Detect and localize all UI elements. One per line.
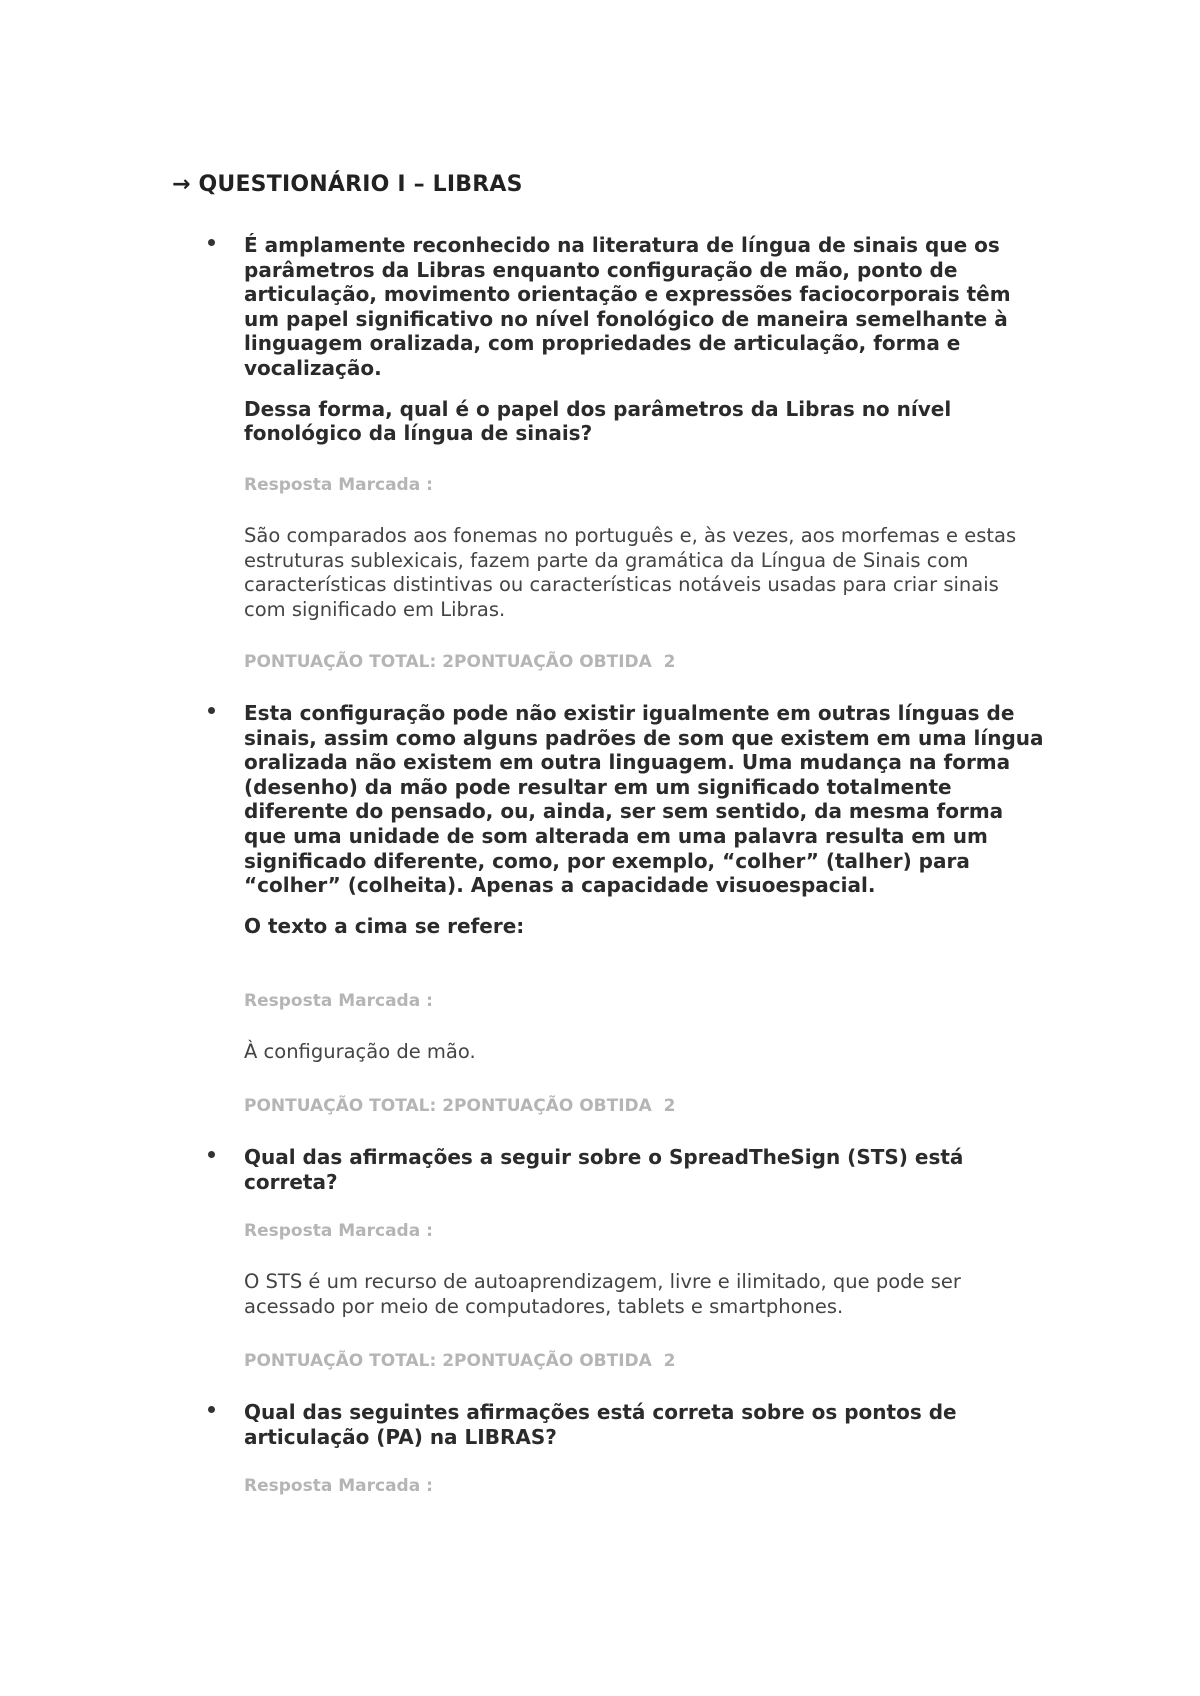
question-text: Qual das seguintes afirmações está correta sobre os pontos de articulação (PA) na LIBRAS? xyxy=(244,1400,957,1449)
score-row xyxy=(172,651,1052,673)
answer-row xyxy=(172,1270,1052,1319)
answer-text: À configuração de mão. xyxy=(244,1040,476,1063)
answer-label: Resposta Marcada : xyxy=(244,475,433,495)
answer-label-row xyxy=(172,474,1052,496)
question-item xyxy=(172,1400,1052,1449)
answer-text: São comparados aos fonemas no português e, às vezes, aos morfemas e estas estruturas sublexicais, fazem parte da gramática da Língua de Sinais com características distintivas ou características notáveis usadas para criar sinais com significado em Libras. xyxy=(244,524,1017,621)
page-title: → QUESTIONÁRIO I – LIBRAS xyxy=(172,172,523,197)
score-text: PONTUAÇÃO TOTAL: 2PONTUAÇÃO OBTIDA 2 xyxy=(244,1096,676,1116)
question-item xyxy=(172,1145,1052,1194)
bullet-icon xyxy=(208,707,215,714)
score-row xyxy=(172,1350,1052,1372)
answer-label: Resposta Marcada : xyxy=(244,991,433,1011)
score-row xyxy=(172,1095,1052,1117)
question-text: Esta configuração pode não existir igualmente em outras línguas de sinais, assim como alguns padrões de som que existem em uma língua oralizada não existem em outra linguagem. Uma mudança na forma (desenho) da mão pode resultar em um significado totalmente diferente do pensado, ou, ainda, ser sem sentido, da mesma forma que uma unidade de som alterada em uma palavra resulta em um significado diferente, como, por exemplo, “colher” (talher) para “colher” (colheita). Apenas a capacidade visuoespacial. xyxy=(244,701,1044,898)
answer-row xyxy=(172,1040,1052,1065)
question-prompt: Dessa forma, qual é o papel dos parâmetros da Libras no nível fonológico da língua de sinais? xyxy=(244,396,952,446)
question-item xyxy=(172,233,1052,446)
answer-label: Resposta Marcada : xyxy=(244,1476,433,1496)
bullet-icon xyxy=(208,1151,215,1158)
question-prompt: O texto a cima se refere: xyxy=(244,913,525,938)
answer-row xyxy=(172,524,1052,622)
question-item xyxy=(172,701,1052,938)
score-text: PONTUAÇÃO TOTAL: 2PONTUAÇÃO OBTIDA 2 xyxy=(244,1351,676,1371)
answer-label-row xyxy=(172,990,1052,1012)
answer-label-row xyxy=(172,1475,1052,1497)
bullet-icon xyxy=(208,239,215,246)
bullet-icon xyxy=(208,1406,215,1413)
answer-label-row xyxy=(172,1220,1052,1242)
question-text: É amplamente reconhecido na literatura de língua de sinais que os parâmetros da Libras enquanto configuração de mão, ponto de articulação, movimento orientação e expressões faciocorporais têm um papel significativo no nível fonológico de maneira semelhante à linguagem oralizada, com propriedades de articulação, forma e vocalização. xyxy=(244,233,1011,380)
answer-label: Resposta Marcada : xyxy=(244,1221,433,1241)
score-text: PONTUAÇÃO TOTAL: 2PONTUAÇÃO OBTIDA 2 xyxy=(244,652,676,672)
question-text: Qual das afirmações a seguir sobre o SpreadTheSign (STS) está correta? xyxy=(244,1145,964,1194)
answer-text: O STS é um recurso de autoaprendizagem, livre e ilimitado, que pode ser acessado por meio de computadores, tablets e smartphones. xyxy=(244,1270,961,1318)
